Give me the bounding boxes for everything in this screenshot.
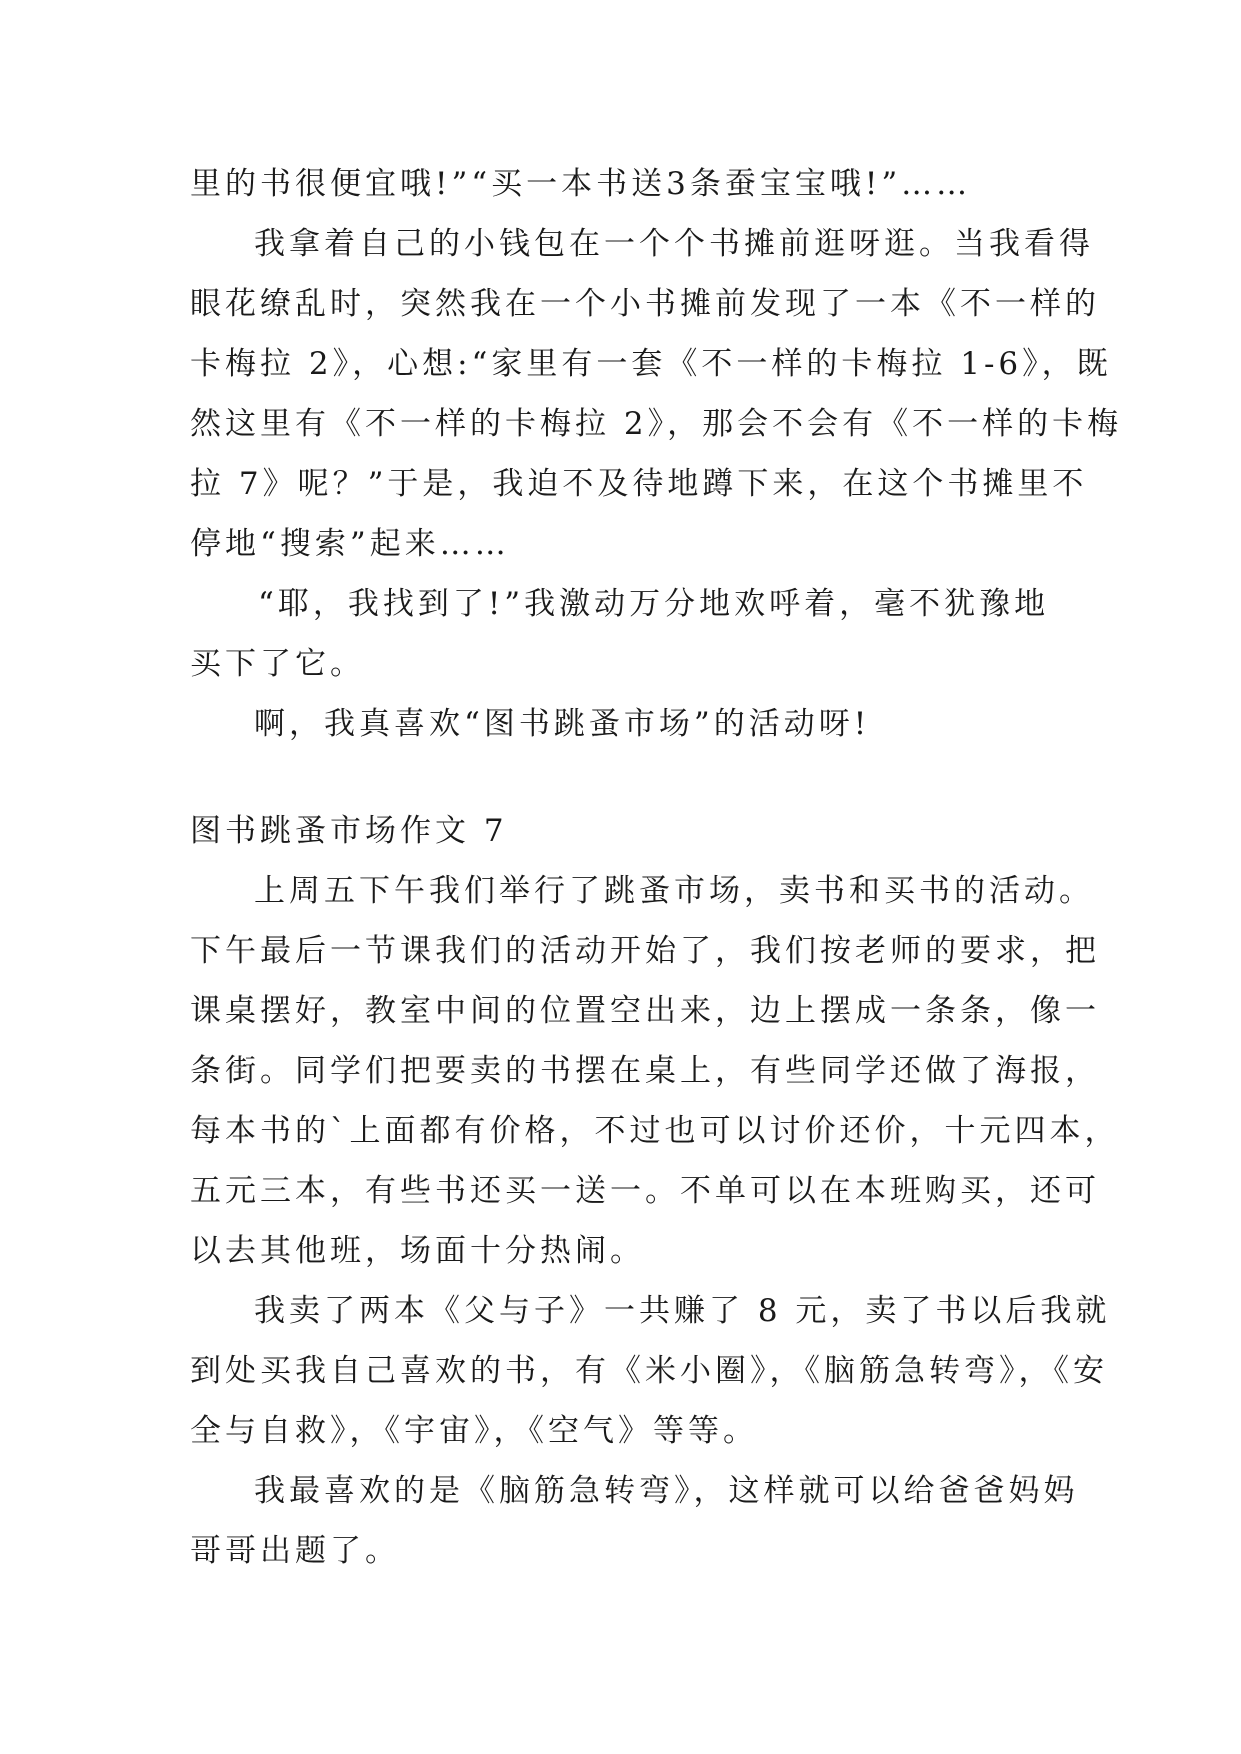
- paragraph-line: “耶，我找到了!”我激动万分地欢呼着，毫不犹豫地: [258, 586, 1050, 622]
- paragraph-line: 到处买我自己喜欢的书，有《米小圈》，《脑筋急转弯》，《安: [190, 1353, 1108, 1389]
- paragraph-line: 拉 7》呢？”于是，我迫不及待地蹲下来，在这个书摊里不: [190, 466, 1088, 502]
- paragraph-line: 然这里有《不一样的卡梅拉 2》，那会不会有《不一样的卡梅: [190, 406, 1123, 442]
- paragraph-line: 以去其他班，场面十分热闹。: [190, 1233, 645, 1269]
- paragraph-line: 哥哥出题了。: [190, 1533, 400, 1569]
- paragraph-line: 我拿着自己的小钱包在一个个书摊前逛呀逛。当我看得: [254, 226, 1094, 262]
- paragraph-line: 条街。同学们把要卖的书摆在桌上，有些同学还做了海报，: [190, 1053, 1100, 1089]
- section-title: 图书跳蚤市场作文 7: [190, 813, 508, 849]
- paragraph-line: 课桌摆好，教室中间的位置空出来，边上摆成一条条，像一: [190, 993, 1100, 1029]
- paragraph-line: 五元三本，有些书还买一送一。不单可以在本班购买，还可: [190, 1173, 1100, 1209]
- paragraph-line: 全与自救》，《宇宙》，《空气》等等。: [190, 1413, 758, 1449]
- paragraph-line: 停地“搜索”起来……: [190, 526, 510, 562]
- paragraph-line: 眼花缭乱时，突然我在一个小书摊前发现了一本《不一样的: [190, 286, 1100, 322]
- paragraph-line: 买下了它。: [190, 646, 365, 682]
- paragraph-line: 我卖了两本《父与子》一共赚了 8 元，卖了书以后我就: [254, 1293, 1111, 1329]
- paragraph-line: 啊，我真喜欢“图书跳蚤市场”的活动呀!: [254, 706, 871, 742]
- paragraph-line: 我最喜欢的是《脑筋急转弯》，这样就可以给爸爸妈妈: [254, 1473, 1079, 1509]
- paragraph-line: 每本书的`上面都有价格，不过也可以讨价还价，十元四本，: [190, 1113, 1120, 1149]
- paragraph-line: 上周五下午我们举行了跳蚤市场，卖书和买书的活动。: [254, 873, 1094, 909]
- paragraph-line: 下午最后一节课我们的活动开始了，我们按老师的要求，把: [190, 933, 1100, 969]
- paragraph-continuation-line: 里的书很便宜哦!”“买一本书送3条蚕宝宝哦!”……: [190, 166, 972, 202]
- paragraph-line: 卡梅拉 2》，心想:“家里有一套《不一样的卡梅拉 1-6》，既: [190, 346, 1112, 382]
